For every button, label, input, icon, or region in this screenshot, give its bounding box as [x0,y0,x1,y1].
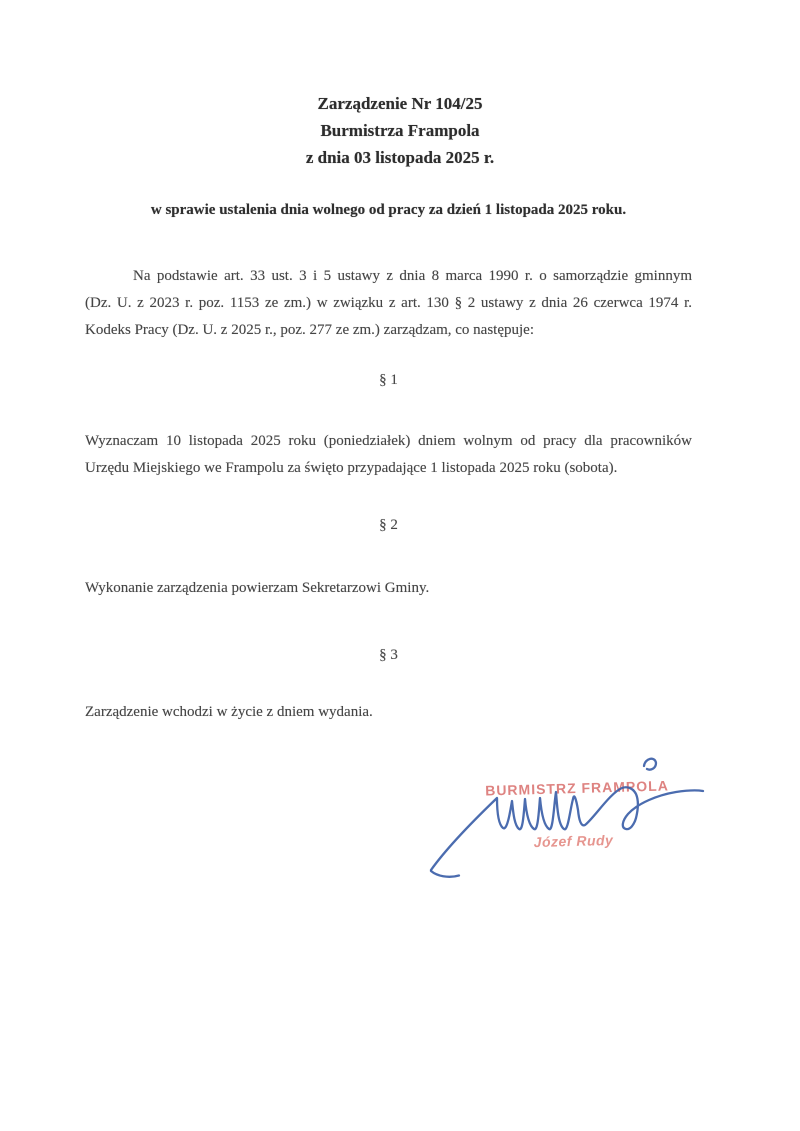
section-3-paragraph [85,699,692,726]
legal-basis-line: Kodeks Pracy (Dz. U. z 2025 r., poz. 277 ze zm.) zarządzam, co następuje: [85,322,534,338]
section-3-line: Zarządzenie wchodzi w życie z dniem wydania. [85,704,373,720]
section-1-paragraph [85,428,692,482]
legal-basis-paragraph [85,263,692,344]
section-1-mark: § 1 [379,372,398,388]
section-3-mark: § 3 [379,647,398,663]
legal-basis-line: (Dz. U. z 2023 r. poz. 1153 ze zm.) w związku z art. 130 § 2 ustawy z dnia 26 czerwca 1974 r. [85,295,692,311]
legal-basis-line: Na podstawie art. 33 ust. 3 i 5 ustawy z dnia 8 marca 1990 r. o samorządzie gminnym [133,268,692,284]
issuer-line: Burmistrza Frampola [320,121,480,140]
subject-line: w sprawie ustalenia dnia wolnego od pracy za dzień 1 listopada 2025 roku. [150,202,627,218]
issue-date-line: z dnia 03 listopada 2025 r. [305,148,495,167]
handwritten-signature-ink [412,748,712,888]
signature-stray-curl [644,759,656,770]
section-2-paragraph [85,575,692,602]
signature-main-stroke [431,787,703,870]
mayor-stamp-title: BURMISTRZ FRAMPOLA [484,777,670,799]
section-1-line: Wyznaczam 10 listopada 2025 roku (poniedziałek) dniem wolnym od pracy dla pracowników [85,433,692,449]
ordinance-number-line: Zarządzenie Nr 104/25 [317,94,483,113]
signature-tail-flick [431,871,459,877]
document-title-block [0,90,800,171]
section-1-line: Urzędu Miejskiego we Frampolu za święto przypadające 1 listopada 2025 roku (sobota). [85,460,618,476]
section-2-line: Wykonanie zarządzenia powierzam Sekretarzowi Gminy. [85,580,430,596]
mayor-stamp-name: Józef Rudy [533,831,614,851]
section-2-mark: § 2 [379,517,398,533]
